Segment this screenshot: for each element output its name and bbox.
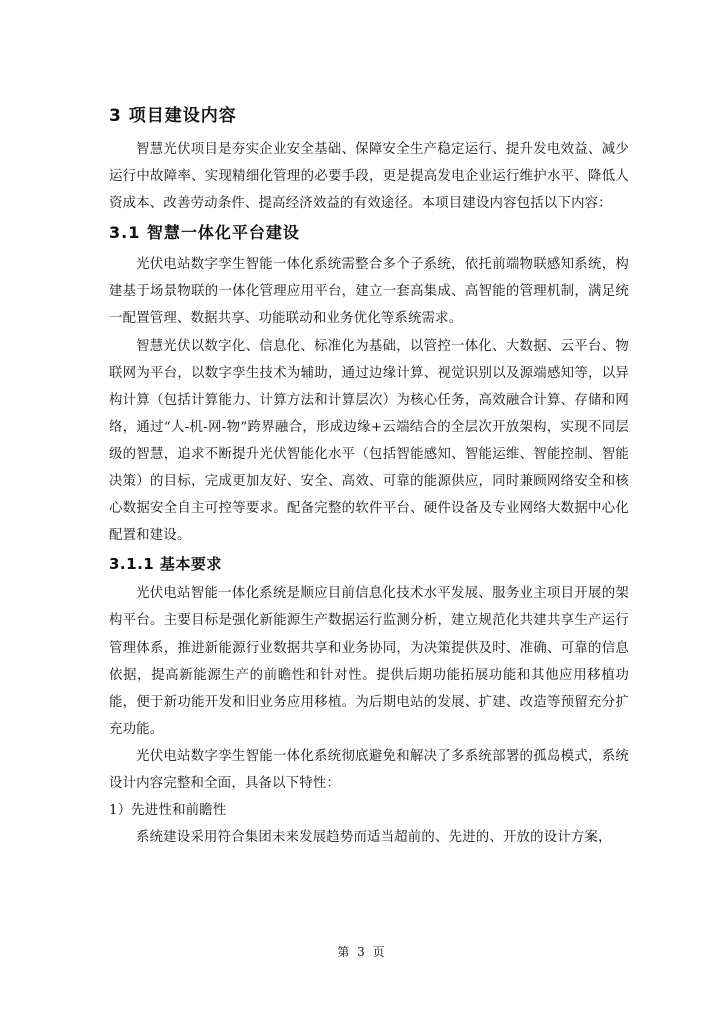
subsection-heading: 3.1 智慧一体化平台建设 <box>109 223 300 243</box>
subsubsection-heading: 3.1.1 基本要求 <box>109 555 222 574</box>
section-heading: 3 项目建设内容 <box>109 106 237 126</box>
page-number: 第 3 页 <box>337 945 387 959</box>
list-item-heading: 1）先进性和前瞻性 <box>109 803 227 819</box>
page-content <box>109 102 629 851</box>
subsubsection-paragraph-1: 光伏电站智能一体化系统是顺应目前信息化技术水平发展、服务业主项目开展的架构平台。主要目标是强化新能源生产数据运行监测分析，建立规范化共建共享生产运行管理体系，推进新能源行业数据共享和业务协同，为决策提供及时、准确、可靠的信息依据，提高新能源生产的前瞻性和针对性。提供后期功能拓展功能和其他应用移植功能，便于新功能开发和旧业务应用移植。为后期电站的发展、扩建、改造等预留充分扩充功能。 <box>109 586 629 737</box>
subsection-paragraph-1: 光伏电站数字孪生智能一体化系统需整合多个子系统，依托前端物联感知系统，构建基于场景物联的一体化管理应用平台，建立一套高集成、高智能的管理机制，满足统一配置管理、数据共享、功能联动和业务优化等系统需求。 <box>109 257 629 327</box>
subsubsection-paragraph-2: 光伏电站数字孪生智能一体化系统彻底避免和解决了多系统部署的孤岛模式，系统设计内容完整和全面，具备以下特性： <box>109 748 629 791</box>
subsection-paragraph-2: 智慧光伏以数字化、信息化、标准化为基础，以管控一体化、大数据、云平台、物联网为平台，以数字孪生技术为辅助，通过边缘计算、视觉识别以及源端感知等，以异构计算（包括计算能力、计算方法和计算层次）为核心任务，高效融合计算、存储和网络，通过“人-机-网-物”跨界融合，形成边缘+云端结合的全层次开放架构，实现不同层级的智慧，追求不断提升光伏智能化水平（包括智能感知、智能运维、智能控制、智能决策）的目标，完成更加友好、安全、高效、可靠的能源供应，同时兼顾网络安全和核心数据安全自主可控等要求。配备完整的软件平台、硬件设备及专业网络大数据中心化配置和建设。 <box>109 338 629 544</box>
section-intro-paragraph: 智慧光伏项目是夯实企业安全基础、保障安全生产稳定运行、提升发电效益、减少运行中故障率、实现精细化管理的必要手段，更是提高发电企业运行维护水平、降低人资成本、改善劳动条件、提高经济效益的有效途径。本项目建设内容包括以下内容： <box>109 142 629 212</box>
list-item-paragraph: 系统建设采用符合集团未来发展趋势而适当超前的、先进的、开放的设计方案， <box>136 830 612 846</box>
